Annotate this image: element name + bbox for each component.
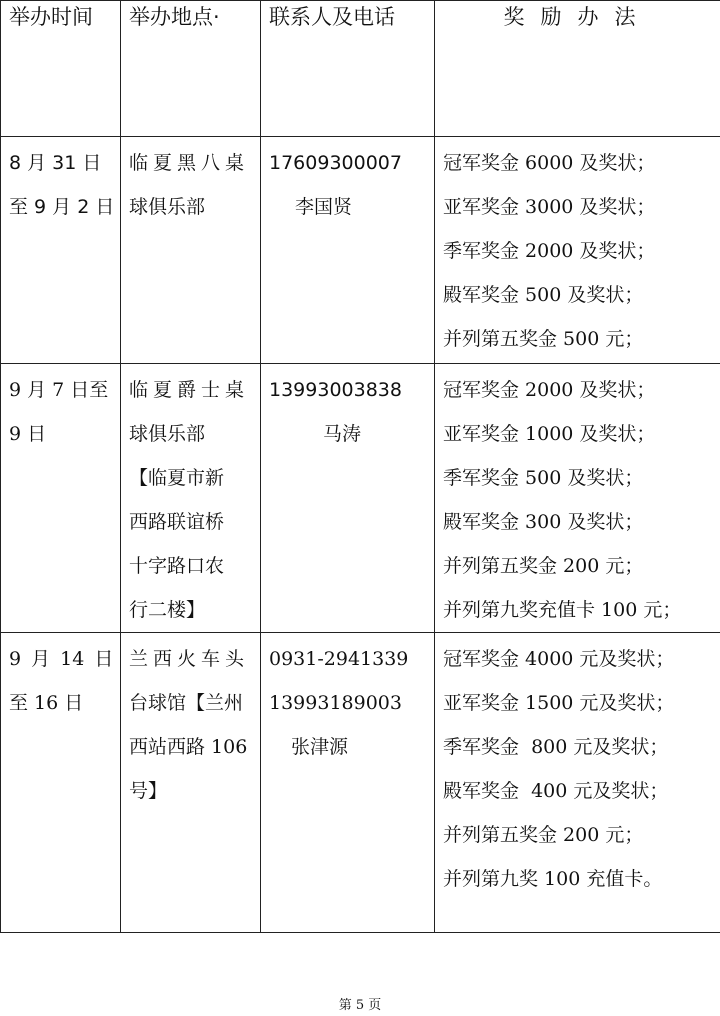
rewards-cell [435,633,720,933]
contact-cell [261,364,435,633]
reward-line: 殿军奖金 300 及奖状； [443,511,644,533]
reward-line: 殿军奖金 500 及奖状； [443,284,644,306]
venue-line: 号】 [129,780,168,802]
header-contact: 联系人及电话 [261,1,435,137]
venue-cell [121,633,261,933]
time-line: 至 16 日 [9,692,84,714]
venue-line: 十字路口农 [129,555,225,577]
venue-line: 临夏爵士桌 [129,379,250,401]
contact-name: 张津源 [291,736,349,758]
venue-cell [121,137,261,364]
venue-cell [121,364,261,633]
reward-line: 季军奖金 2000 及奖状； [443,240,656,262]
rewards-cell [435,137,720,364]
time-line: 8 月 31 日 [9,152,102,174]
reward-line: 并列第五奖金 500 元； [443,328,644,350]
reward-line: 并列第五奖金 200 元； [443,555,644,577]
header-venue: 举办地点· [121,1,261,137]
time-line: 9 月 7 日至 [9,379,109,401]
table-row [1,633,720,933]
venue-line: 临夏黑八桌 [129,152,250,174]
time-cell [1,364,121,633]
reward-line: 季军奖金 500 及奖状； [443,467,644,489]
reward-line: 季军奖金 800 元及奖状； [443,736,669,758]
phone-number: 13993189003 [269,692,402,714]
reward-line: 冠军奖金 4000 元及奖状； [443,648,675,670]
time-line: 9 日 [9,423,47,445]
time-line: 9 月 14 日 [9,648,114,670]
contact-cell [261,633,435,933]
venue-line: 台球馆【兰州 [129,692,244,714]
reward-line: 并列第九奖 100 充值卡。 [443,868,663,890]
table-row [1,137,720,364]
reward-line: 亚军奖金 3000 及奖状； [443,196,656,218]
venue-line: 兰西火车头 [129,648,250,670]
reward-line: 冠军奖金 2000 及奖状； [443,379,656,401]
venue-line: 西路联谊桥 [129,511,225,533]
rewards-cell [435,364,720,633]
phone-number: 17609300007 [269,152,402,174]
venue-line: 西站西路 106 [129,736,248,758]
reward-line: 并列第九奖充值卡 100 元； [443,599,682,621]
page-number: 第 5 页 [338,998,382,1013]
contact-name: 李国贤 [295,196,353,218]
reward-line: 并列第五奖金 200 元； [443,824,644,846]
contact-cell [261,137,435,364]
phone-number: 13993003838 [269,379,402,401]
time-cell [1,633,121,933]
reward-line: 冠军奖金 6000 及奖状； [443,152,656,174]
header-rewards: 奖励办法 [435,1,720,137]
reward-line: 亚军奖金 1500 元及奖状； [443,692,675,714]
reward-line: 殿军奖金 400 元及奖状； [443,780,669,802]
phone-number: 0931-2941339 [269,648,409,670]
venue-line: 球俱乐部 [129,196,206,218]
venue-line: 行二楼】 [129,599,206,621]
time-line: 至 9 月 2 日 [9,196,115,218]
table-row [1,364,720,633]
venue-line: 球俱乐部 [129,423,206,445]
time-cell [1,137,121,364]
reward-line: 亚军奖金 1000 及奖状； [443,423,656,445]
venue-line: 【临夏市新 [129,467,225,489]
contact-name: 马涛 [323,423,362,445]
header-time: 举办时间 [1,1,121,137]
header-row [1,1,720,137]
